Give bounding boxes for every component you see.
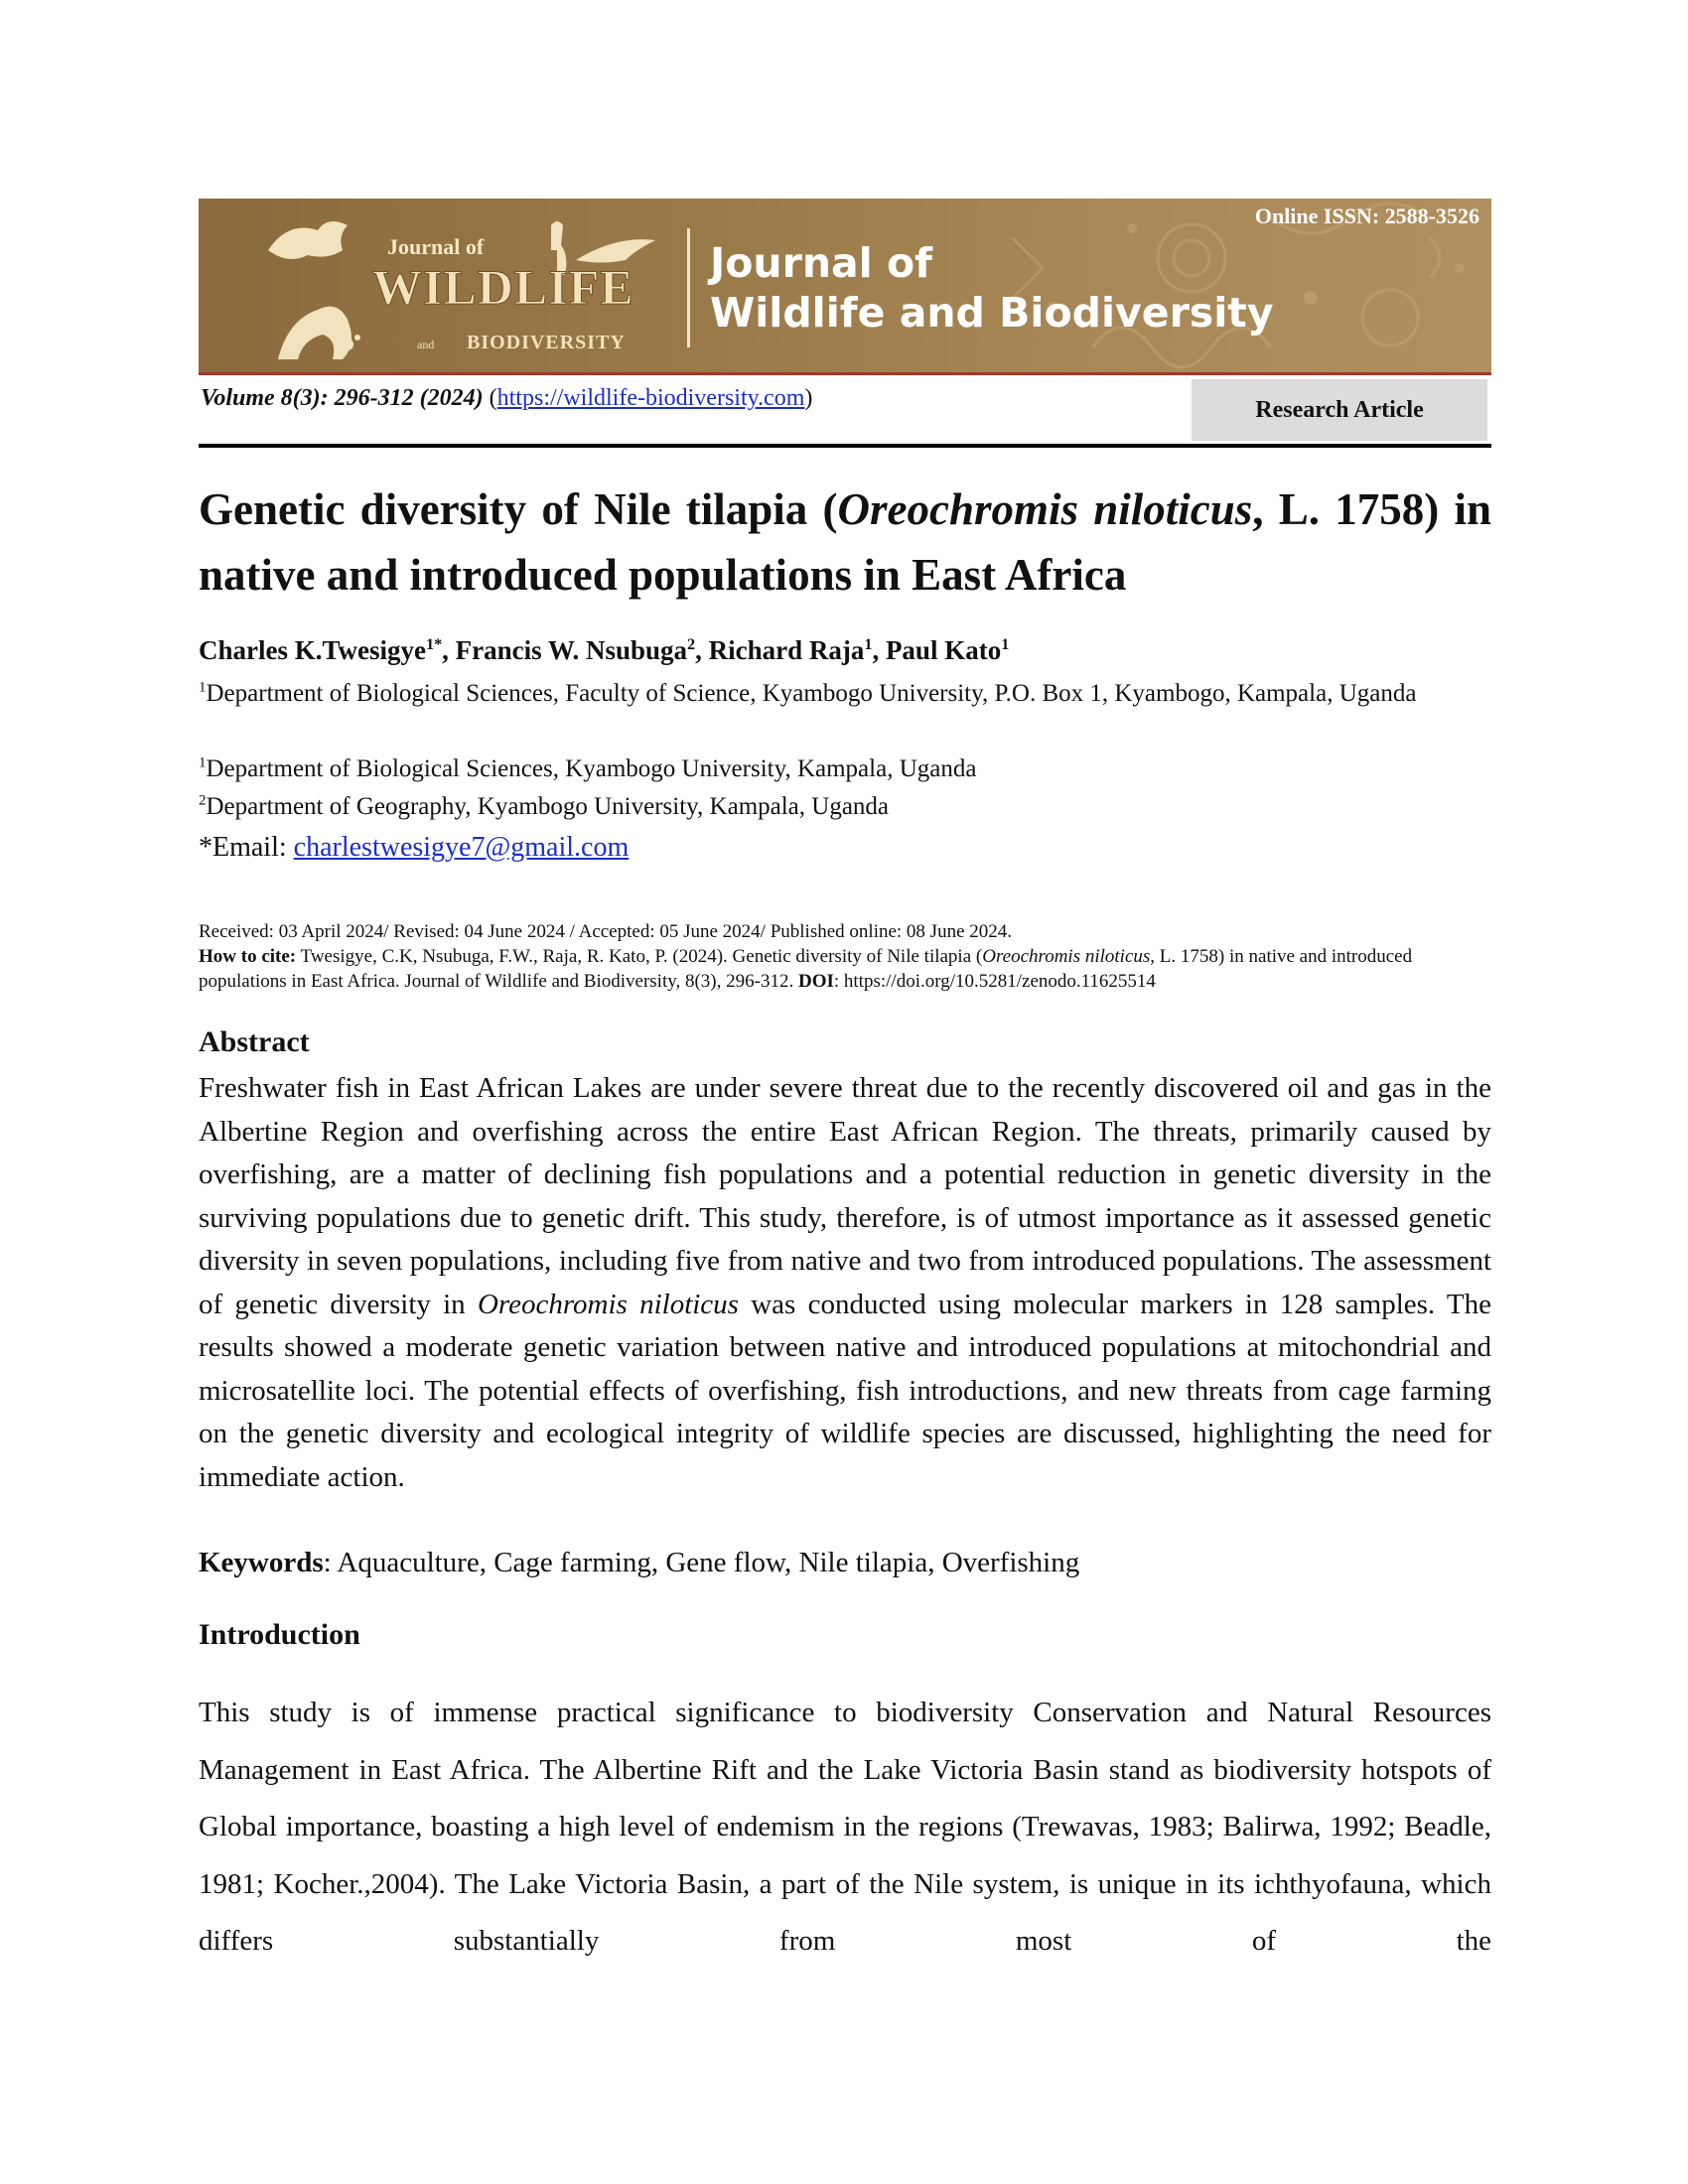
volume-label: Volume 8(3): 296-312 (2024) [201,385,484,411]
volume-open-paren: ( [483,385,497,411]
affiliation-sup: 2 [199,792,207,809]
volume-close-paren: ) [804,385,813,411]
affiliation-text: Department of Biological Sciences, Kyambogo University, Kampala, Uganda [206,755,977,782]
author-name: Paul Kato [885,635,1002,665]
author-affil-sup: 1* [425,635,443,653]
affiliation [199,675,1491,713]
journal-url-link[interactable]: https://wildlife-biodiversity.com [496,385,805,411]
logo-text-big: WILDLIFE [372,259,634,315]
affiliation-text: Department of Geography, Kyambogo University, Kampala, Uganda [206,793,890,820]
doi-label: DOI [797,971,834,992]
keywords [199,1547,1079,1579]
abstract-heading: Abstract [199,1025,310,1058]
banner-underline [199,372,1491,375]
affiliation-sup: 1 [199,679,207,696]
doi-value: : https://doi.org/10.5281/zenodo.11625514 [833,971,1156,992]
publication-dates: Received: 03 April 2024/ Revised: 04 June 2024 / Accepted: 05 June 2024/ Published online: 08 June 2024. [199,921,1013,942]
journal-banner [199,199,1491,375]
abstract-text [199,1067,1491,1499]
keywords-text: : Aquaculture, Cage farming, Gene flow, Nile tilapia, Overfishing [323,1547,1080,1578]
header-rule [199,444,1491,448]
author-name: Charles K.Twesigye [199,635,426,665]
introduction-text: This study is of immense practical significance to biodiversity Conservation and Natural Resources Management in East Africa. The Albertine Rift and the Lake Victoria Basin stand as biodiversity hotspots of Global importance, boasting a high level of endemism in the regions (Trewavas, 1983; Balirwa, 1992; Beadle, 1981; Kocher.,2004). The Lake Victoria Basin, a part of the Nile system, is unique in its ichthyofauna, which differs substantially from most of the [199,1697,1491,1957]
article-type-badge: Research Article [1192,379,1487,441]
logo-text-bottom: BIODIVERSITY [467,332,626,353]
journal-title [710,238,1274,338]
cite-part2: , L. 1758) in native and introduced populations in East Africa. Journal of Wildlife and Biodiversity, 8(3), 296-312. [199,946,1413,992]
affiliation-sup: 1 [199,754,207,771]
abstract-part1: Freshwater fish in East African Lakes are under severe threat due to the recently discovered oil and gas in the Albertine Region and overfishing across the entire East African Region. The threats, primarily caused by overfishing, are a matter of declining fish populations and a potential reduction in genetic diversity in the surviving populations due to genetic drift. This study, therefore, is of utmost importance as it assessed genetic diversity in seven populations, including five from native and two from introduced populations. The assessment of genetic diversity in [199,1072,1491,1320]
title-species: Oreochromis niloticus [837,484,1253,534]
email-link[interactable]: charlestwesigye7@gmail.com [293,832,630,863]
cite-part1: Twesigye, C.K, Nsubuga, F.W., Raja, R. Kato, P. (2024). Genetic diversity of Nile tilapia ( [296,946,983,967]
email-label: *Email: [199,832,294,863]
issn: Online ISSN: 2588-3526 [1254,204,1479,228]
affiliation [199,788,1491,826]
logo-text-small: Journal of [387,234,485,259]
author-sep: , [872,635,886,665]
author-affil-sup: 1 [864,635,873,653]
title-part2: , L. 1758) in native and introduced populations in East Africa [199,484,1491,600]
journal-title-line2: Wildlife and Biodiversity [710,289,1274,337]
publication-info [199,919,1491,994]
author-affil-sup: 2 [687,635,696,653]
author-affil-sup: 1 [1001,635,1010,653]
author-name: Richard Raja [708,635,865,665]
abstract-species: Oreochromis niloticus [477,1288,739,1320]
introduction-heading: Introduction [199,1618,360,1651]
author-name: Francis W. Nsubuga [455,635,687,665]
cite-label: How to cite: [199,946,297,967]
affiliation [199,751,1491,788]
author-sep: , [442,635,456,665]
corresponding-email [199,832,629,864]
abstract-part2: was conducted using molecular markers in 128 samples. The results showed a moderate genetic variation between native and introduced populations at mitochondrial and microsatellite loci. The potential effects of overfishing, fish introductions, and new threats from cage farming on the genetic diversity and ecological integrity of wildlife species are discussed, highlighting the need for immediate action. [199,1288,1491,1493]
logo-text-and: and [417,338,435,351]
banner-divider [687,228,690,347]
volume-line [201,385,812,412]
journal-title-line1: Journal of [710,239,933,287]
keywords-label: Keywords [199,1547,324,1578]
cite-species: Oreochromis niloticus [982,946,1151,967]
title-part1: Genetic diversity of Nile tilapia ( [199,484,838,534]
affiliation-text: Department of Biological Sciences, Faculty of Science, Kyambogo University, P.O. Box 1, Kyambogo, Kampala, Uganda [206,680,1417,707]
authors [199,635,1009,666]
paper-title [199,477,1491,608]
how-to-cite [199,944,1491,994]
author-sep: , [695,635,709,665]
